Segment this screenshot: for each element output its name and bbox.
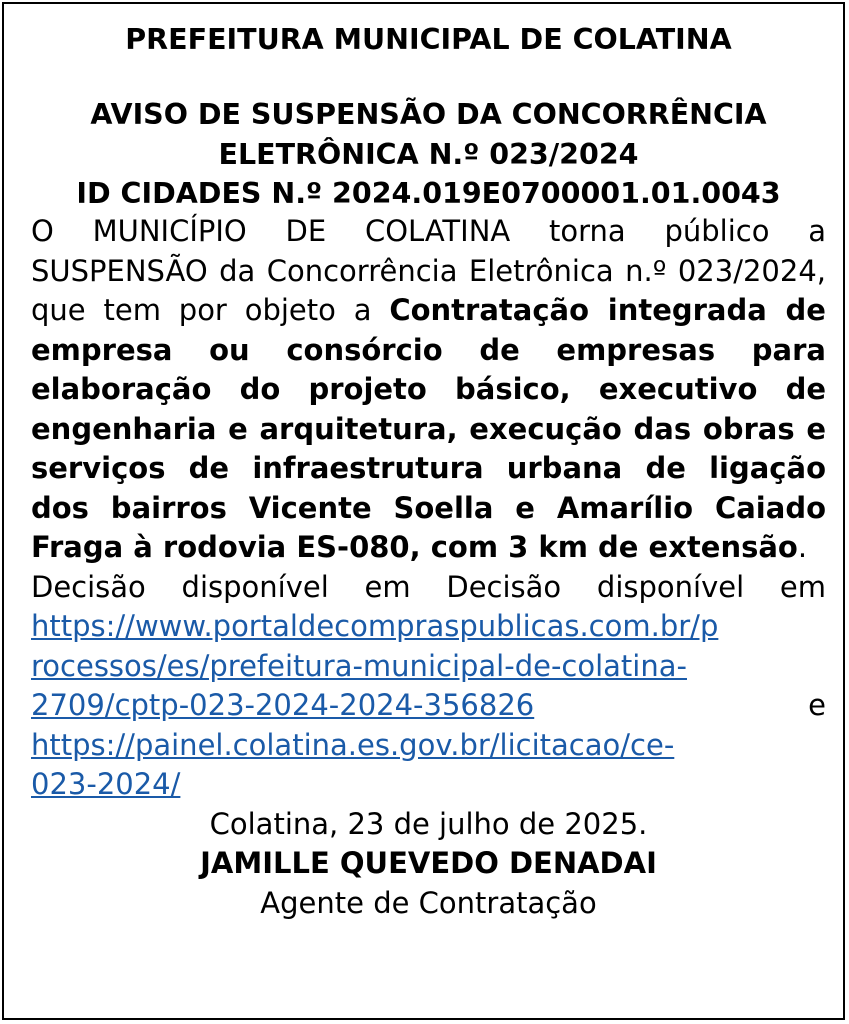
portal-link-line1[interactable]: https://www.portaldecompraspublicas.com.br/p (31, 609, 719, 643)
place-date: Colatina, 23 de julho de 2025. (209, 806, 648, 841)
decision-line (31, 568, 826, 608)
painel-link-line1[interactable]: https://painel.colatina.es.gov.br/licitacao/ce- (31, 727, 675, 762)
decision-word: em (779, 569, 826, 604)
notice-title-line1: AVISO DE SUSPENSÃO DA CONCORRÊNCIA (90, 98, 767, 131)
signer-role: Agente de Contratação (260, 885, 597, 920)
notice-frame (2, 2, 845, 1020)
notice-title-line2: ELETRÔNICA N.º 023/2024 (218, 138, 639, 171)
decision-word: disponível (181, 569, 329, 604)
notice-content (31, 4, 826, 923)
body-period: . (797, 530, 808, 564)
notice-body (31, 212, 826, 568)
decision-word: Decisão (446, 569, 562, 604)
id-cidades-line: ID CIDADES N.º 2024.019E0700001.01.0043 (76, 177, 781, 210)
conjunction: e (808, 688, 826, 722)
portal-link-row (31, 686, 826, 726)
body-object: Contratação integrada de empresa ou consórcio de empresas para elaboração do projeto básico, executivo de engenharia e arquitetura, execução das obras e serviços de infraestrutura urbana de ligação dos bairros Vicente Soella e Amarílio Caiado Fraga à rodovia ES-080, com 3 km de extensão (31, 293, 826, 564)
decision-word: disponível (596, 569, 745, 604)
portal-link-line2[interactable]: rocessos/es/prefeitura-municipal-de-colatina- (31, 648, 687, 683)
decision-word: em (364, 569, 411, 604)
notice-title (31, 95, 826, 175)
signer-name: JAMILLE QUEVEDO DENADAI (200, 846, 657, 880)
portal-link-line3[interactable]: 2709/cptp-023-2024-2024-356826 (31, 688, 535, 722)
body-intro: O MUNICÍPIO DE COLATINA torna público a SUSPENSÃO da Concorrência Eletrônica n.º 023/2024, que tem por objeto a (31, 214, 826, 327)
municipality-title: PREFEITURA MUNICIPAL DE COLATINA (125, 23, 732, 56)
painel-link-line2[interactable]: 023-2024/ (31, 767, 181, 801)
decision-word: Decisão (31, 569, 146, 604)
